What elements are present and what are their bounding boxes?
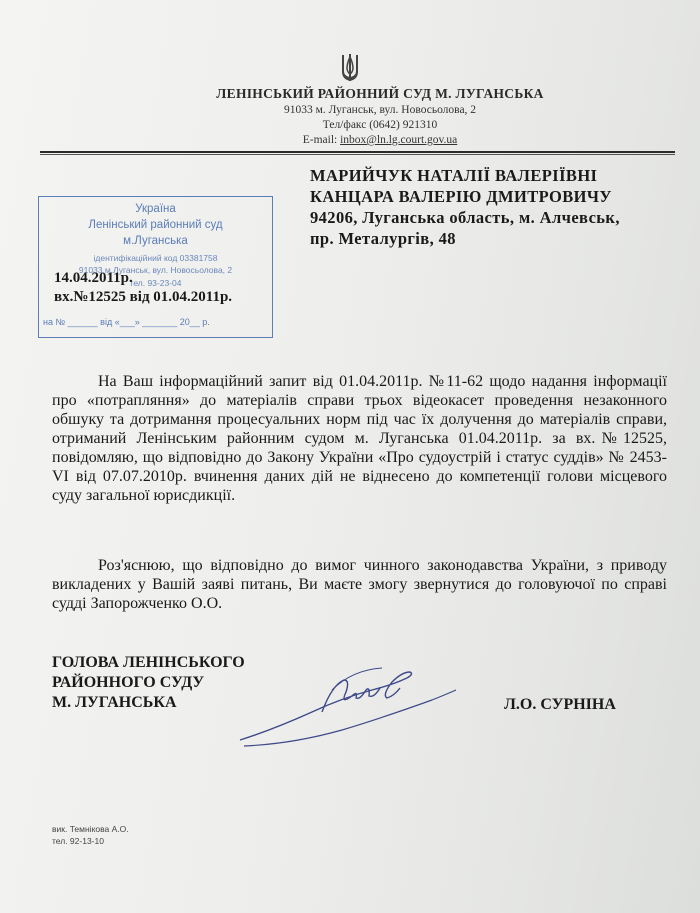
- email-link[interactable]: inbox@ln.lg.court.gov.ua: [340, 134, 458, 146]
- registration-date: 14.04.2011р.: [54, 270, 133, 286]
- body-paragraph-1: На Ваш інформаційний запит від 01.04.2011р. №11-62 щодо надання інформації про «потрапляння» до матеріалів справи трьох відеокасет проведення незаконного обшуку та дотримання процесуальних норм під час їх долучення до матеріалів справи, отриманий Ленінським районним судом м. Луганська 01.04.2011р. за вх.№12525, повідомляю, що відповідно до Закону України «Про судоустрій і статус суддів» № 2453-VI від 07.07.2010р. вчинення даних дій не віднесено до компетенції голови місцевого суду загальної юрисдикції.: [52, 373, 667, 504]
- executor-name: вик. Темнікова А.О.: [52, 824, 129, 834]
- email-label: E-mail:: [302, 134, 338, 146]
- stamp-court: Ленінський районний суд: [88, 219, 223, 231]
- stamp-id-code: ідентифікаційний код 03381758: [93, 253, 218, 263]
- court-email-line: [0, 134, 700, 146]
- body-paragraph-2: Роз'яснюю, що відповідно до вимог чинного законодавства України, з приводу викладених у Вашій заяві питань, Ви маєте змогу звернутися до головуючої по справі судді Запорожченко О.О.: [52, 557, 667, 612]
- stamp-phone: тел. 93-23-04: [129, 278, 182, 288]
- handwritten-signature: [232, 660, 462, 750]
- signatory-position: [52, 653, 245, 713]
- executor-phone: тел. 92-13-10: [52, 836, 104, 846]
- header-divider-thin: [40, 154, 675, 155]
- stamp-city: м.Луганська: [123, 235, 188, 247]
- position-line-2: РАЙОННОГО СУДУ: [52, 674, 205, 691]
- court-address: 91033 м. Луганськ, вул. Новосьолова, 2: [283, 104, 477, 116]
- position-line-3: М. ЛУГАНСЬКА: [52, 694, 177, 711]
- stamp-country: Україна: [135, 203, 176, 215]
- header-divider: [40, 151, 675, 153]
- stamp-address: 91033 м.Луганськ, вул. Новосьолова, 2: [78, 265, 233, 275]
- recipient-name-2: КАНЦАРА ВАЛЕРІЮ ДМИТРОВИЧУ: [310, 187, 612, 206]
- stamp-reference-line: на № ______ від «___» _______ 20__ р.: [43, 317, 210, 327]
- registration-stamp: [38, 196, 273, 338]
- signatory-name: Л.О. СУРНІНА: [504, 696, 616, 713]
- recipient-address-2: пр. Металургів, 48: [310, 229, 456, 248]
- recipient-address-1: 94206, Луганська область, м. Алчевськ,: [310, 208, 620, 227]
- coat-of-arms-trident-icon: [339, 53, 361, 83]
- incoming-number: вх.№12525 від 01.04.2011р.: [54, 289, 233, 305]
- court-name-heading: ЛЕНІНСЬКИЙ РАЙОННИЙ СУД М. ЛУГАНСЬКА: [216, 86, 544, 101]
- position-line-1: ГОЛОВА ЛЕНІНСЬКОГО: [52, 654, 245, 671]
- recipient-name-1: МАРИЙЧУК НАТАЛІЇ ВАЛЕРІЇВНІ: [310, 166, 598, 185]
- court-phone: Тел/факс (0642) 921310: [322, 119, 438, 131]
